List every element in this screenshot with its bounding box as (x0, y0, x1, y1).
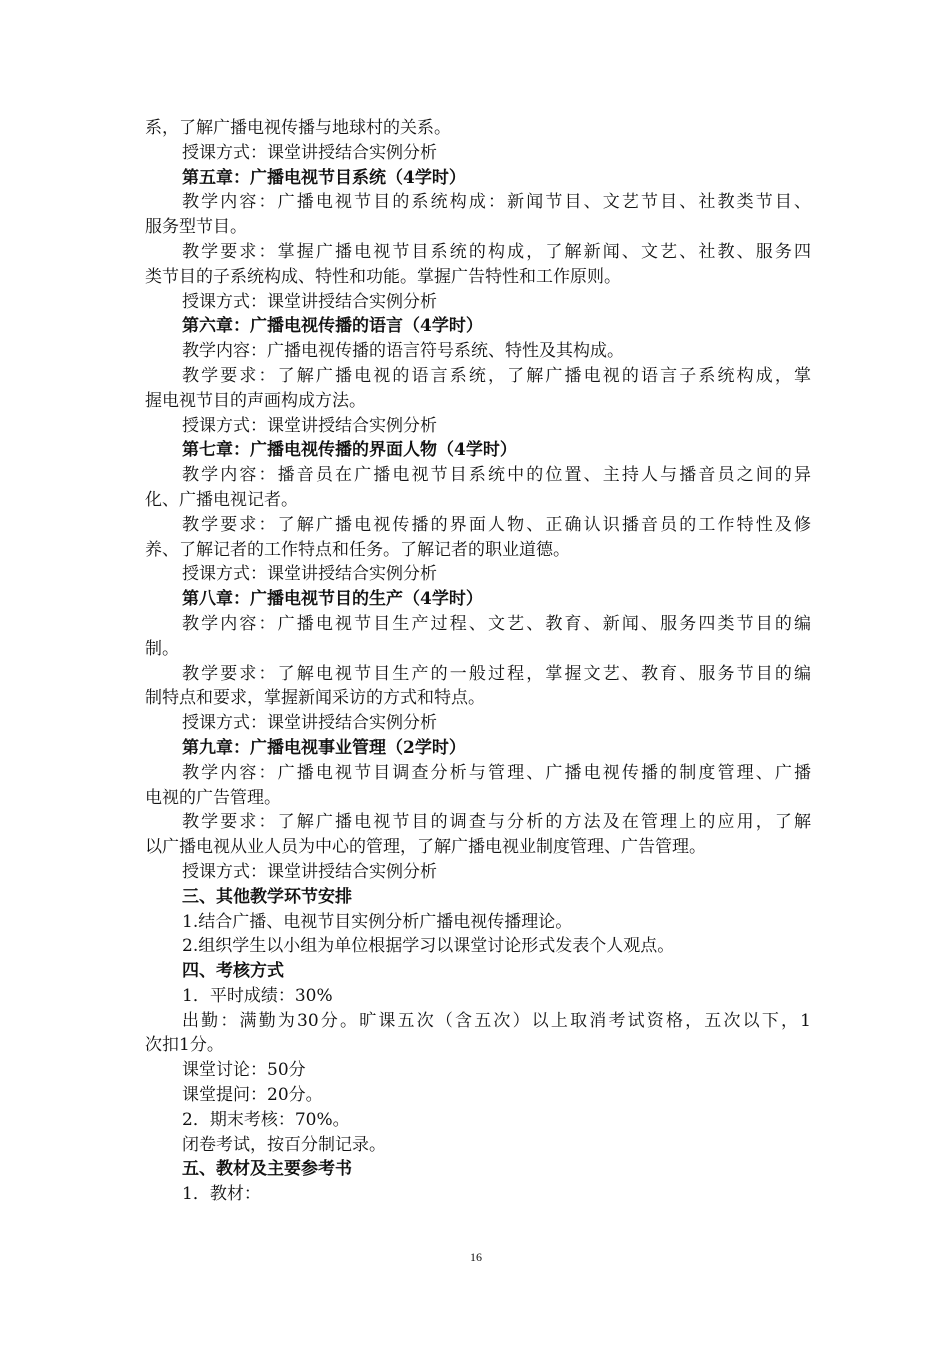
text-line: 出勤：满勤为30分。旷课五次（含五次）以上取消考试资格，五次以下，1 (182, 1010, 811, 1031)
text-line: 2．期末考核：70%。 (182, 1109, 350, 1130)
text-line: 制。 (145, 638, 179, 659)
text-line: 以广播电视从业人员为中心的管理，了解广播电视业制度管理、广告管理。 (145, 837, 706, 858)
section-heading: 第六章：广播电视传播的语言（4学时） (182, 316, 483, 337)
text-line: 课堂提问：20分。 (182, 1085, 323, 1106)
section-heading: 四、考核方式 (182, 961, 284, 982)
text-line: 1．教材： (182, 1184, 261, 1205)
text-line: 教学要求：了解广播电视节目的调查与分析的方法及在管理上的应用，了解 (182, 812, 811, 833)
text-line: 电视的广告管理。 (145, 787, 281, 808)
text-line: 教学内容：播音员在广播电视节目系统中的位置、主持人与播音员之间的异 (182, 465, 811, 486)
page-number: 16 (470, 1250, 482, 1264)
text-line: 2.组织学生以小组为单位根据学习以课堂讨论形式发表个人观点。 (182, 936, 675, 957)
text-line: 系，了解广播电视传播与地球村的关系。 (145, 118, 451, 138)
text-line: 教学要求：了解电视节目生产的一般过程，掌握文艺、教育、服务节目的编 (182, 663, 811, 684)
text-line: 闭卷考试，按百分制记录。 (182, 1134, 386, 1155)
text-line: 教学要求：掌握广播电视节目系统的构成，了解新闻、文艺、社教、服务四 (182, 241, 811, 262)
section-heading: 第九章：广播电视事业管理（2学时） (182, 737, 466, 758)
text-line: 制特点和要求，掌握新闻采访的方式和特点。 (145, 688, 485, 709)
text-line: 教学内容：广播电视节目生产过程、文艺、教育、新闻、服务四类节目的编 (182, 613, 811, 634)
text-line: 授课方式：课堂讲授结合实例分析 (182, 142, 437, 163)
text-line: 教学内容：广播电视节目的系统构成：新闻节目、文艺节目、社教类节目、 (182, 192, 811, 213)
section-heading: 第七章：广播电视传播的界面人物（4学时） (182, 440, 517, 461)
section-heading: 第五章：广播电视节目系统（4学时） (182, 167, 466, 188)
document-body (145, 116, 811, 1207)
text-line: 课堂讨论：50分 (182, 1060, 306, 1081)
text-line: 类节目的子系统构成、特性和功能。掌握广告特性和工作原则。 (145, 266, 621, 287)
text-line: 授课方式：课堂讲授结合实例分析 (182, 861, 437, 882)
text-line: 握电视节目的声画构成方法。 (145, 390, 366, 411)
section-heading: 三、其他教学环节安排 (182, 886, 352, 907)
text-line: 授课方式：课堂讲授结合实例分析 (182, 713, 437, 734)
text-line: 服务型节目。 (145, 217, 247, 238)
text-line: 授课方式：课堂讲授结合实例分析 (182, 291, 437, 312)
text-line: 次扣1分。 (145, 1035, 224, 1056)
text-line: 教学要求：了解广播电视传播的界面人物、正确认识播音员的工作特性及修 (182, 514, 811, 535)
section-heading: 五、教材及主要参考书 (182, 1159, 352, 1180)
text-line: 1.结合广播、电视节目实例分析广播电视传播理论。 (182, 911, 573, 932)
text-line: 养、了解记者的工作特点和任务。了解记者的职业道德。 (145, 539, 570, 560)
text-line: 化、广播电视记者。 (145, 489, 298, 510)
text-line: 1．平时成绩：30% (182, 985, 333, 1006)
text-line: 教学内容：广播电视节目调查分析与管理、广播电视传播的制度管理、广播 (182, 762, 811, 783)
text-line: 授课方式：课堂讲授结合实例分析 (182, 415, 437, 436)
text-line: 教学要求：了解广播电视的语言系统，了解广播电视的语言子系统构成，掌 (182, 365, 811, 386)
text-line: 授课方式：课堂讲授结合实例分析 (182, 564, 437, 585)
text-line: 教学内容：广播电视传播的语言符号系统、特性及其构成。 (182, 341, 624, 362)
section-heading: 第八章：广播电视节目的生产（4学时） (182, 589, 483, 610)
